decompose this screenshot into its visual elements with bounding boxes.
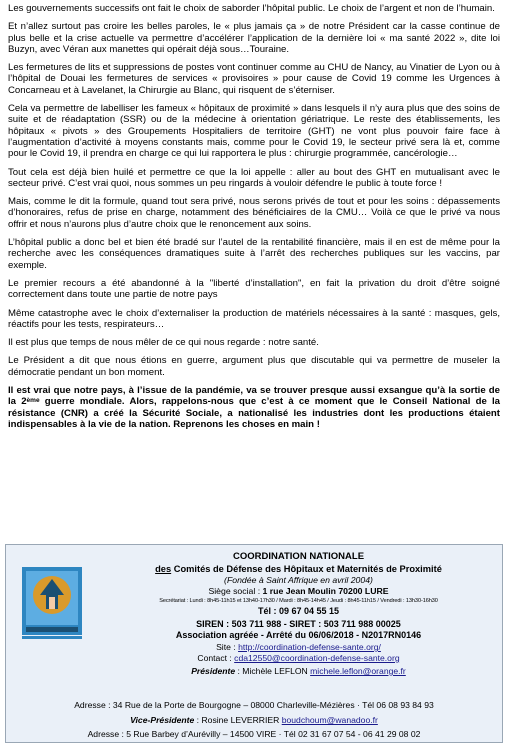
site-label: Site : xyxy=(216,642,239,652)
president-address: Adresse : 34 Rue de la Porte de Bourgogne – 08000 Charleville-Mézières · Tél 06 08 93 84 93 xyxy=(74,700,434,710)
siege-social xyxy=(101,586,496,596)
president-email-link[interactable]: michele.leflon@orange.fr xyxy=(310,666,406,676)
president-name: : Michèle LEFLON xyxy=(235,666,311,676)
president-label: Présidente xyxy=(191,666,236,676)
article-body xyxy=(8,3,500,437)
siege-value: 1 rue Jean Moulin 70200 LURE xyxy=(262,586,389,596)
contact-email-link[interactable]: cda12550@coordination-defense-sante.org xyxy=(234,653,400,663)
contact-label: Contact : xyxy=(197,653,235,663)
subtitle-rest: Comités de Défense des Hôpitaux et Maternités de Proximité xyxy=(171,564,442,574)
footer-box xyxy=(5,544,503,743)
association-approval: Association agréée - Arrêté du 06/06/2018 - N2017RN0146 xyxy=(175,630,422,640)
subtitle-underlined: des xyxy=(155,564,172,574)
paragraph: Cela va permettre de labelliser les fameux « hôpitaux de proximité » dans lesquels il n’y aura plus que des soins de suite et de réadaptation (SSR) ou de la médecine à orientation gériatrique. Le reste des établissements, les hôpitaux « pivots » des Groupements Hospitaliers de territoire (GHT) ne vont plus pouvoir faire face à l’augmentation d’activité à moyens constants mais, comme pour le Covid 19, le secteur privé sera là et, comme pour le Covid 19, il prendra en charge ce qui lui rapportera le plus : chirurgie programmée, cancérologie… xyxy=(8,103,500,160)
footer-title: COORDINATION NATIONALE xyxy=(232,551,365,562)
paragraph: L’hôpital public a donc bel et bien été bradé sur l’autel de la rentabilité financière, mais il en est de même pour la recherche avec les conséquences dramatiques suite à l’arrêt des recherches publiques sur les vaccins, par exemple. xyxy=(8,237,500,271)
site-link[interactable]: http://coordination-defense-sante.org/ xyxy=(238,642,381,652)
founded-note: (Fondée à Saint Affrique en avril 2004) xyxy=(224,575,373,585)
site-line xyxy=(101,642,496,652)
vice-president-label: Vice-Présidente xyxy=(130,715,195,725)
paragraph: Les fermetures de lits et suppressions de postes vont continuer comme au CHU de Nancy, au Vinatier de Lyon ou à l’hôpital de Douai les fermetures de services « provisoires » pour cause de Covid 19 comme les Urgences à Concarneau et à Lavelanet, la Chirurgie au Blanc, qui risquent de s’éterniser. xyxy=(8,62,500,96)
phone: Tél : 09 67 04 55 15 xyxy=(257,606,340,616)
text-segment: guerre mondiale. Alors, rappelons-nous que c’est à ce moment que le Conseil National de la résistance (CNR) a créé la Sécurité Sociale, a nationalisé les industries dont les productions étaient indispensables à la vie de la nation. Reprenons les choses en main ! xyxy=(8,396,500,430)
paragraph: Il est plus que temps de nous mêler de ce qui nous regarde : notre santé. xyxy=(8,337,319,349)
footer-info xyxy=(101,545,496,676)
vice-president-email-link[interactable]: boudchoum@wanadoo.fr xyxy=(281,715,378,725)
paragraph: Mais, comme le dit la formule, quand tout sera privé, nous serons privés de tout et pour les soins : dépassements d’honoraires, refus de prise en charge, notamment des bénéficiaires de la CMU… Voilà ce que le privé va nous offrir et nous n’aurons plus d’autre choix que le renoncement aux soins. xyxy=(8,196,500,230)
vice-president-name: : Rosine LEVERRIER xyxy=(194,715,282,725)
paragraph: Même catastrophe avec le choix d’externaliser la production de matériels nécessaires à la santé : masques, gels, réactifs pour les tests, respirateurs… xyxy=(8,307,500,330)
coordination-logo-icon xyxy=(20,565,84,641)
president-line xyxy=(101,666,496,676)
secretariat-hours: Secrétariat : Lundi : 8h45-11h15 et 13h40-17h30 / Mardi : 8h45-14h45 / Jeudi : 8h45-11h15 / Vendredi : 13h30-16h30 xyxy=(159,598,438,604)
footer-subtitle xyxy=(101,564,496,574)
siren-siret: SIREN : 503 711 988 - SIRET : 503 711 988 00025 xyxy=(196,619,401,629)
superscript: ème xyxy=(26,397,40,405)
paragraph: Tout cela est déjà bien huilé et permettre ce que la loi appelle : aller au bout des GHT en mutualisant avec le secteur privé. C’est vrai quoi, nous sommes un peu ringards à vouloir défendre le public à toute force ! xyxy=(8,166,500,189)
vice-president-address: Adresse : 5 Rue Barbey d’Aurévilly – 14500 VIRE · Tél 02 31 67 07 54 - 06 41 29 08 02 xyxy=(87,729,421,739)
paragraph: Le premier recours a été abandonné à la "liberté d’installation", en fait la privation du droit d’être soigné correctement dans toute une partie de notre pays xyxy=(8,277,500,301)
paragraph: Le Président a dit que nous étions en guerre, argument plus que discutable qui va permettre de museler la démocratie pendant un bon moment. xyxy=(8,355,500,378)
paragraph: Les gouvernements successifs ont fait le choix de saborder l’hôpital public. Le choix de l’argent et non de l’humain. xyxy=(8,3,495,14)
siege-label: Siège social : xyxy=(208,586,263,596)
contact-line xyxy=(101,653,496,663)
paragraph-conclusion xyxy=(8,385,500,430)
text-segment: Il est vrai que notre pays, à l’issue de la pandémie, va se trouver presque aussi exsangue qu’à la sortie de la 2 xyxy=(8,385,500,408)
vice-president-line xyxy=(6,715,502,725)
paragraph: Et n’allez surtout pas croire les belles paroles, le « plus jamais ça » de notre Président car la casse continue de plus belle et la crise actuelle va permettre d’accélérer l’application de la dernière loi « ma santé 2022 », dite loi Buzyn, avec Véran aux manettes qui opérait déjà sous…Touraine. xyxy=(8,21,500,55)
